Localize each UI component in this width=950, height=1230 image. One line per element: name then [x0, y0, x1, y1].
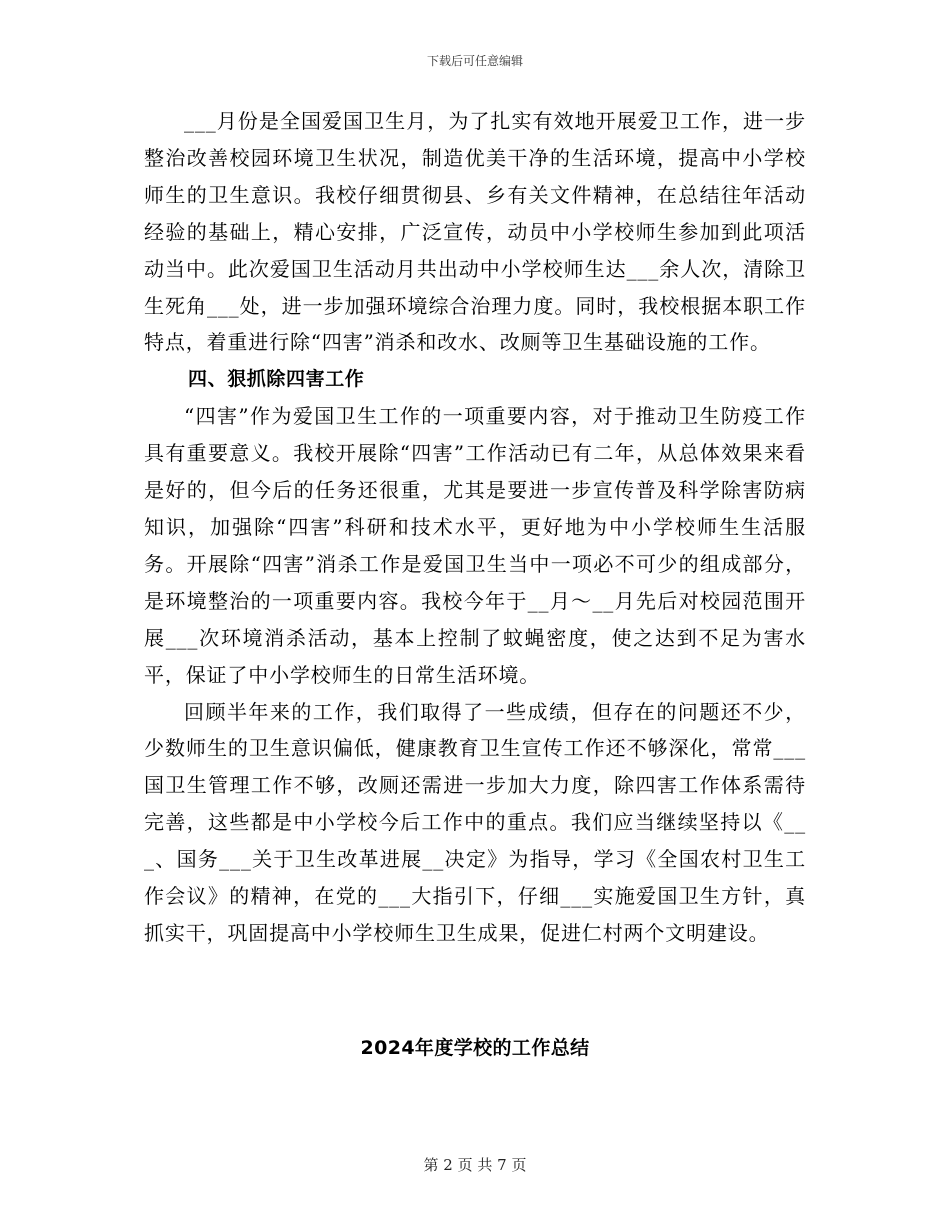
- download-note: 下载后可任意编辑: [426, 54, 523, 68]
- section-heading: 四、狠抓除四害工作: [188, 368, 365, 391]
- next-document-title: 2024年度学校的工作总结: [360, 1037, 590, 1059]
- paragraph-four-pests: “四害”作为爱国卫生工作的一项重要内容，对于推动卫生防疫工作具有重要意义。我校开展除“四害”工作活动已有二年，从总体效果来看是好的，但今后的任务还很重，尤其是要进一步宣传普及科学除害防病知识，加强除“四害”科研和技术水平，更好地为中小学校师生生活服务。开展除“四害”消杀工作是爱国卫生当中一项必不可少的组成部分，是环境整治的一项重要内容。我校今年于__月～__月先后对校园范围开展___次环境消杀活动，基本上控制了蚊蝇密度，使之达到不足为害水平，保证了中小学校师生的日常生活环境。: [144, 404, 806, 687]
- document-body: [144, 103, 806, 952]
- paragraph-review: 回顾半年来的工作，我们取得了一些成绩，但存在的问题还不少，少数师生的卫生意识偏低，健康教育卫生宣传工作还不够深化，常常___国卫生管理工作不够，改厕还需进一步加大力度，除四害工作体系需待完善，这些都是中小学校今后工作中的重点。我们应当继续坚持以《___、国务___关于卫生改革进展__决定》为指导，学习《全国农村卫生工作会议》的精神，在党的___大指引下，仔细___实施爱国卫生方针，真抓实干，巩固提高中小学校师生卫生成果，促进仁村两个文明建设。: [144, 699, 806, 945]
- page-indicator: 第 2 页 共 7 页: [423, 1156, 527, 1174]
- paragraph-health-month: ___月份是全国爱国卫生月，为了扎实有效地开展爱卫工作，进一步整治改善校园环境卫生状况，制造优美干净的生活环境，提高中小学校师生的卫生意识。我校仔细贯彻县、乡有关文件精神，在总结往年活动经验的基础上，精心安排，广泛宣传，动员中小学校师生参加到此项活动当中。此次爱国卫生活动月共出动中小学校师生达___余人次，清除卫生死角___处，进一步加强环境综合治理力度。同时，我校根据本职工作特点，着重进行除“四害”消杀和改水、改厕等卫生基础设施的工作。: [144, 109, 806, 355]
